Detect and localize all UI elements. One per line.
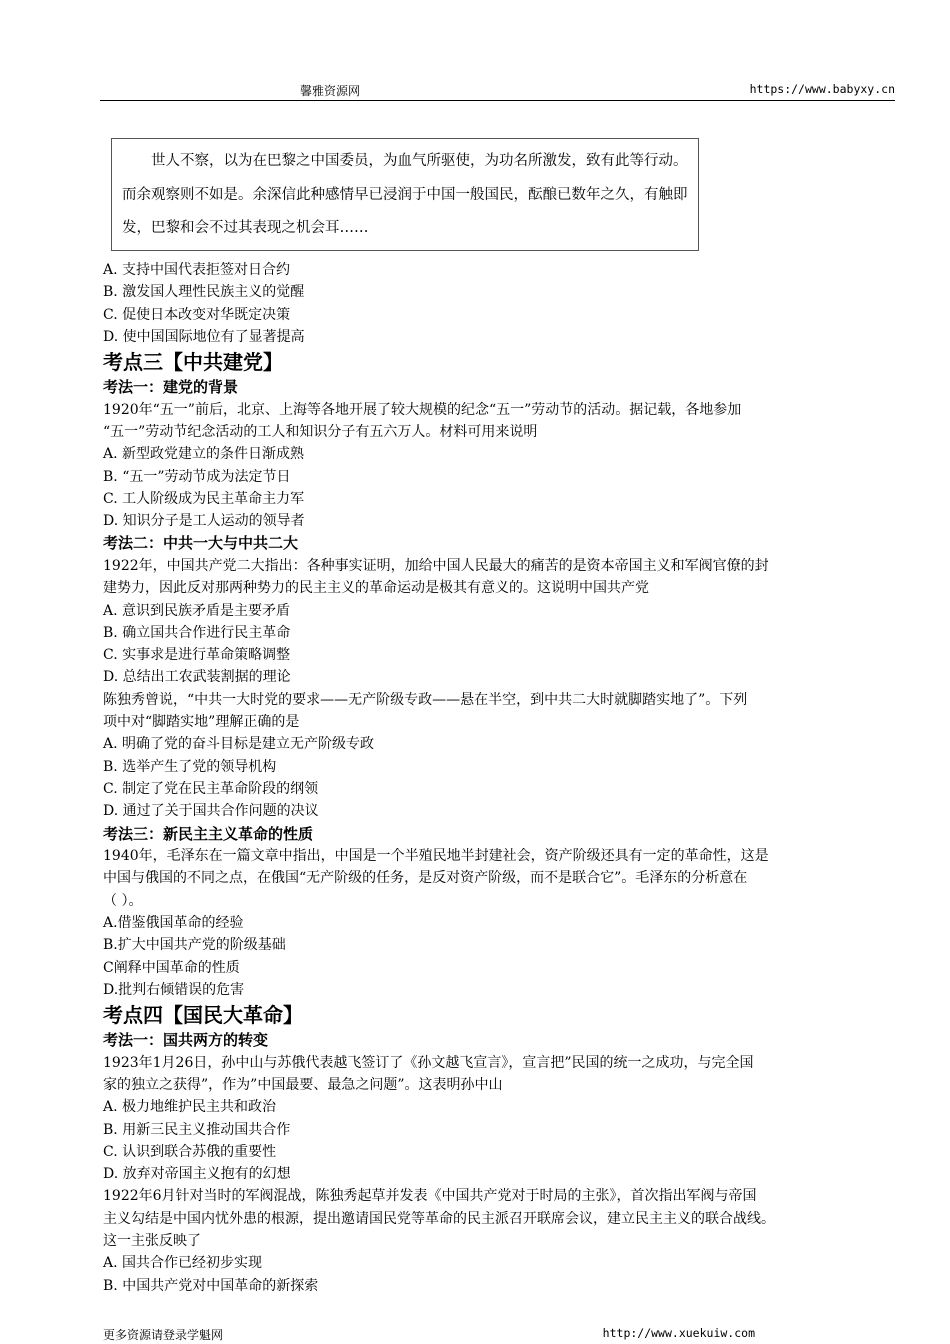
method-heading: 考法二：中共一大与中共二大 <box>103 534 299 553</box>
option-a: A. 意识到民族矛盾是主要矛盾 <box>103 602 291 619</box>
option-d: D.批判右倾错误的危害 <box>103 981 245 998</box>
option-c: C. 工人阶级成为民主革命主力军 <box>103 490 305 507</box>
option-b: B. 激发国人理性民族主义的觉醒 <box>103 284 305 301</box>
option-b: B. 用新三民主义推动国共合作 <box>103 1121 291 1138</box>
method-heading: 考法三：新民主主义革命的性质 <box>103 824 314 843</box>
question-stem: “五一”劳动节纪念活动的工人和知识分子有五六万人。材料可用来说明 <box>103 423 538 440</box>
method-heading: 考法一：建党的背景 <box>103 378 239 397</box>
footer-url[interactable]: http://www.xuekuiw.com <box>602 1326 755 1340</box>
main-content <box>103 259 895 1297</box>
option-c: C. 认识到联合苏俄的重要性 <box>103 1143 277 1160</box>
quote-box <box>111 138 699 251</box>
section-heading: 考点四【国民大革命】 <box>103 1003 303 1028</box>
question-stem: 1922年6月针对当时的军阀混战，陈独秀起草并发表《中国共产党对于时局的主张》，首次指出军阀与帝国 <box>103 1188 757 1205</box>
option-a: A. 新型政党建立的条件日渐成熟 <box>103 446 305 463</box>
method-heading: 考法一：国共两方的转变 <box>103 1031 269 1050</box>
option-d: D. 使中国国际地位有了显著提高 <box>103 328 305 345</box>
section-heading: 考点三【中共建党】 <box>103 350 283 375</box>
option-d: D. 总结出工农武装割据的理论 <box>103 669 291 686</box>
header-divider <box>100 100 895 101</box>
question-stem: 陈独秀曾说，“中共一大时党的要求——无产阶级专政——悬在半空，到中共二大时就脚踏实地了”。下列 <box>103 691 748 708</box>
question-stem: 建势力，因此反对那两种势力的民主主义的革命运动是极其有意义的。这说明中国共产党 <box>103 580 649 597</box>
question-stem: 项中对“脚踏实地”理解正确的是 <box>103 714 300 731</box>
option-b: B. 选举产生了党的领导机构 <box>103 758 277 775</box>
question-stem: 家的独立之获得”，作为”中国最要、最急之问题”。这表明孙中山 <box>103 1076 503 1093</box>
header-site-name: 馨雅资源网 <box>300 84 361 98</box>
option-a: A. 明确了党的奋斗目标是建立无产阶级专政 <box>103 736 375 753</box>
option-c: C阐释中国革命的性质 <box>103 959 240 976</box>
footer-note: 更多资源请登录学魁网 <box>103 1328 224 1342</box>
option-b: B. “五一”劳动节成为法定节日 <box>103 468 291 485</box>
question-stem: 1920年“五一”前后，北京、上海等各地开展了较大规模的纪念“五一”劳动节的活动。据记载，各地参加 <box>103 401 742 418</box>
question-stem: 中国与俄国的不同之点，在俄国“无产阶级的任务，是反对资产阶级，而不是联合它”。毛泽东的分析意在 <box>103 870 748 887</box>
question-stem: 主义勾结是中国内忧外患的根源，提出邀请国民党等革命的民主派召开联席会议，建立民主主义的联合战线。 <box>103 1210 775 1227</box>
option-a: A. 支持中国代表拒签对日合约 <box>103 262 291 278</box>
option-a: A. 国共合作已经初步实现 <box>103 1255 263 1272</box>
option-a: A.借鉴俄国革命的经验 <box>103 914 244 931</box>
quote-text: 世人不察，以为在巴黎之中国委员，为血气所驱使，为功名所激发，致有此等行动。而余观察则不如是。余深信此种感情早已浸润于中国一般国民，酝酿已数年之久，有触即发，巴黎和会不过其表现之机会耳…… <box>122 153 688 236</box>
question-stem: （ ）。 <box>103 892 143 909</box>
option-b: B. 中国共产党对中国革命的新探索 <box>103 1277 319 1294</box>
option-d: D. 放弃对帝国主义抱有的幻想 <box>103 1166 291 1183</box>
option-c: C. 促使日本改变对华既定决策 <box>103 306 291 323</box>
option-c: C. 制定了党在民主革命阶段的纲领 <box>103 780 319 797</box>
option-b: B.扩大中国共产党的阶级基础 <box>103 937 286 954</box>
page-footer <box>103 1326 755 1342</box>
header-url[interactable]: https://www.babyxy.cn <box>749 82 895 96</box>
option-d: D. 通过了关于国共合作问题的决议 <box>103 803 319 820</box>
page-header <box>100 82 895 98</box>
question-stem: 1923年1月26日，孙中山与苏俄代表越飞签订了《孙文越飞宣言》，宣言把”民国的统一之成功，与完全国 <box>103 1054 754 1071</box>
option-d: D. 知识分子是工人运动的领导者 <box>103 513 305 530</box>
question-stem: 1922年，中国共产党二大指出：各种事实证明，加给中国人民最大的痛苦的是资本帝国主义和军阀官僚的封 <box>103 557 769 574</box>
option-b: B. 确立国共合作进行民主革命 <box>103 624 291 641</box>
question-stem: 1940年，毛泽东在一篇文章中指出，中国是一个半殖民地半封建社会，资产阶级还具有一定的革命性，这是 <box>103 848 769 865</box>
option-c: C. 实事求是进行革命策略调整 <box>103 647 291 664</box>
question-stem: 这一主张反映了 <box>103 1232 201 1249</box>
option-a: A. 极力地维护民主共和政治 <box>103 1099 277 1116</box>
